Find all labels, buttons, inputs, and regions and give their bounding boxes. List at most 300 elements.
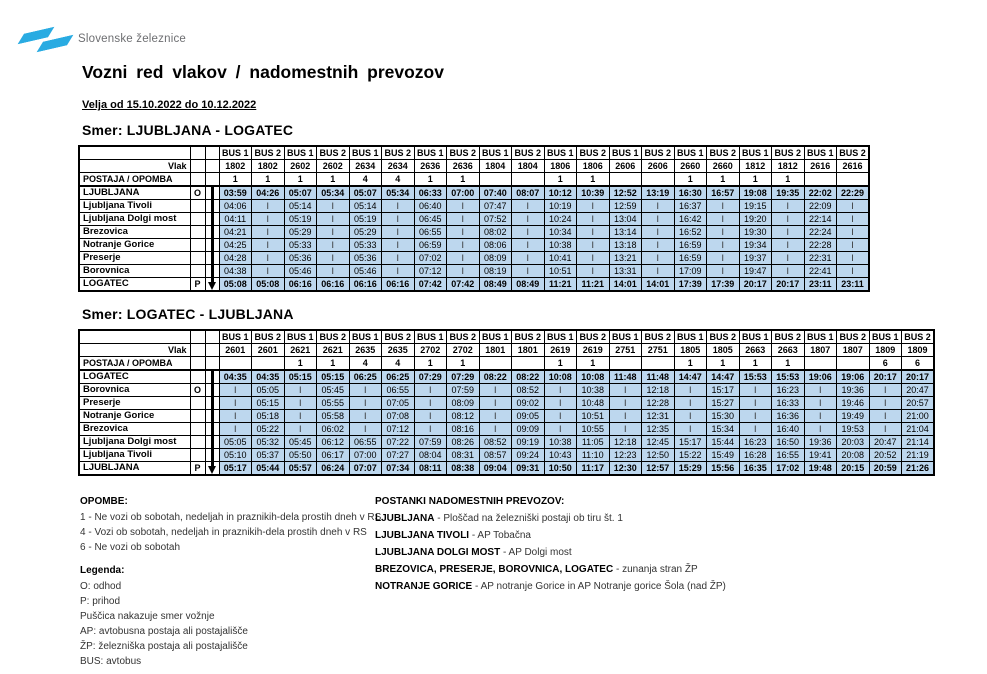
train-number-cell: 2601: [219, 344, 252, 357]
station-name: LJUBLJANA: [79, 186, 190, 200]
opombe-item: 4 - Vozi ob sobotah, nedeljah in praznikih-dela prostih dneh v RS: [80, 527, 367, 538]
time-cell: 12:57: [642, 462, 675, 476]
time-cell: 10:12: [544, 186, 577, 200]
no-stop-cell: I: [219, 384, 252, 397]
bus-header-cell: BUS 1: [544, 146, 577, 160]
no-stop-cell: I: [804, 423, 837, 436]
time-cell: 21:04: [902, 423, 935, 436]
time-cell: 08:09: [447, 397, 480, 410]
time-cell: 20:47: [902, 384, 935, 397]
postanki-item: [375, 578, 726, 595]
time-cell: 19:08: [739, 186, 772, 200]
no-stop-cell: I: [642, 213, 675, 226]
train-number-cell: 2621: [317, 344, 350, 357]
no-stop-cell: I: [317, 200, 350, 213]
opomba-cell: [837, 173, 870, 187]
time-cell: 12:18: [642, 384, 675, 397]
timetable-ljubljana-logatec: [78, 145, 870, 292]
bus-header-cell: BUS 2: [772, 146, 805, 160]
no-stop-cell: I: [642, 239, 675, 252]
empty-cell: [190, 449, 205, 462]
opombe-item: 6 - Ne vozi ob sobotah: [80, 542, 181, 553]
corner-cell: [205, 146, 219, 160]
opomba-cell: 4: [349, 173, 382, 187]
time-cell: 05:36: [349, 252, 382, 265]
time-cell: 06:16: [317, 278, 350, 292]
empty-cell: [205, 173, 219, 187]
no-stop-cell: I: [869, 384, 902, 397]
time-cell: 07:07: [349, 462, 382, 476]
opomba-cell: [512, 173, 545, 187]
direction-arrow-head-icon: [205, 462, 219, 476]
time-cell: 11:48: [609, 370, 642, 384]
train-number-cell: 2751: [642, 344, 675, 357]
no-stop-cell: I: [382, 252, 415, 265]
time-cell: 05:08: [219, 278, 252, 292]
time-cell: 08:57: [479, 449, 512, 462]
train-number-cell: 2602: [317, 160, 350, 173]
empty-cell: [190, 160, 205, 173]
no-stop-cell: I: [544, 397, 577, 410]
no-stop-cell: I: [804, 397, 837, 410]
time-cell: 05:07: [349, 186, 382, 200]
no-stop-cell: I: [544, 423, 577, 436]
no-stop-cell: I: [447, 239, 480, 252]
validity-period: Velja od 15.10.2022 do 10.12.2022: [82, 99, 257, 111]
opomba-cell: 1: [707, 357, 740, 371]
no-stop-cell: I: [414, 423, 447, 436]
no-stop-cell: I: [577, 200, 610, 213]
time-cell: 15:30: [707, 410, 740, 423]
no-stop-cell: I: [804, 384, 837, 397]
opomba-cell: 1: [544, 173, 577, 187]
bus-header-cell: BUS 2: [707, 330, 740, 344]
bus-header-cell: BUS 1: [219, 330, 252, 344]
station-name: Preserje: [79, 252, 190, 265]
time-cell: 16:36: [772, 410, 805, 423]
no-stop-cell: I: [577, 252, 610, 265]
time-cell: 10:51: [577, 410, 610, 423]
empty-cell: [205, 357, 219, 371]
time-cell: 10:55: [577, 423, 610, 436]
no-stop-cell: I: [837, 200, 870, 213]
time-cell: 04:38: [219, 265, 252, 278]
time-cell: 16:42: [674, 213, 707, 226]
time-cell: 08:52: [512, 384, 545, 397]
no-stop-cell: I: [772, 265, 805, 278]
train-number-cell: 1801: [512, 344, 545, 357]
time-cell: 07:12: [414, 265, 447, 278]
time-cell: 15:17: [674, 436, 707, 449]
no-stop-cell: I: [642, 252, 675, 265]
time-cell: 16:23: [772, 384, 805, 397]
bus-header-cell: BUS 1: [609, 330, 642, 344]
station-name: LJUBLJANA: [79, 462, 190, 476]
no-stop-cell: I: [772, 226, 805, 239]
no-stop-cell: I: [739, 397, 772, 410]
bus-header-cell: BUS 2: [317, 330, 350, 344]
no-stop-cell: I: [447, 200, 480, 213]
time-cell: 08:22: [479, 370, 512, 384]
legend-item: BUS: avtobus: [80, 656, 142, 667]
time-cell: 05:19: [349, 213, 382, 226]
time-cell: 07:02: [414, 252, 447, 265]
time-cell: 05:29: [284, 226, 317, 239]
no-stop-cell: I: [577, 239, 610, 252]
opomba-cell: 1: [414, 357, 447, 371]
train-number-cell: 2636: [414, 160, 447, 173]
empty-cell: [190, 252, 205, 265]
opomba-cell: [804, 357, 837, 371]
opomba-cell: 1: [284, 357, 317, 371]
time-cell: 08:11: [414, 462, 447, 476]
no-stop-cell: I: [512, 239, 545, 252]
train-number-cell: 1807: [804, 344, 837, 357]
bus-header-cell: BUS 2: [252, 330, 285, 344]
no-stop-cell: I: [772, 239, 805, 252]
no-stop-cell: I: [382, 226, 415, 239]
bus-header-cell: BUS 1: [284, 330, 317, 344]
empty-cell: [190, 410, 205, 423]
train-number-cell: 2606: [642, 160, 675, 173]
no-stop-cell: I: [837, 252, 870, 265]
no-stop-cell: I: [284, 410, 317, 423]
time-cell: 11:21: [544, 278, 577, 292]
time-cell: 12:30: [609, 462, 642, 476]
time-cell: 05:33: [349, 239, 382, 252]
no-stop-cell: I: [739, 423, 772, 436]
time-cell: 05:15: [252, 397, 285, 410]
time-cell: 04:35: [219, 370, 252, 384]
time-cell: 19:41: [804, 449, 837, 462]
empty-cell: [190, 344, 205, 357]
time-cell: 13:31: [609, 265, 642, 278]
no-stop-cell: I: [252, 265, 285, 278]
bus-header-cell: BUS 1: [739, 146, 772, 160]
train-number-cell: 2660: [674, 160, 707, 173]
train-number-cell: 2619: [544, 344, 577, 357]
train-number-cell: 1812: [772, 160, 805, 173]
time-cell: 16:35: [739, 462, 772, 476]
no-stop-cell: I: [642, 265, 675, 278]
direction-arrow-icon: [205, 239, 219, 252]
no-stop-cell: I: [447, 226, 480, 239]
time-cell: 10:08: [577, 370, 610, 384]
time-cell: 08:22: [512, 370, 545, 384]
train-number-cell: 1806: [577, 160, 610, 173]
time-cell: 05:05: [219, 436, 252, 449]
train-number-cell: 1804: [512, 160, 545, 173]
time-cell: 05:45: [284, 436, 317, 449]
legend-heading: Legenda:: [80, 565, 125, 576]
time-cell: 20:57: [902, 397, 935, 410]
bus-header-cell: BUS 2: [447, 146, 480, 160]
time-cell: 07:59: [447, 384, 480, 397]
no-stop-cell: I: [609, 384, 642, 397]
time-cell: 11:17: [577, 462, 610, 476]
time-cell: 23:11: [837, 278, 870, 292]
no-stop-cell: I: [707, 200, 740, 213]
time-cell: 04:28: [219, 252, 252, 265]
no-stop-cell: I: [739, 384, 772, 397]
direction-arrow-icon: [205, 436, 219, 449]
no-stop-cell: I: [674, 384, 707, 397]
time-cell: 14:47: [674, 370, 707, 384]
no-stop-cell: I: [577, 265, 610, 278]
time-cell: 08:04: [414, 449, 447, 462]
no-stop-cell: I: [609, 410, 642, 423]
train-number-cell: 1805: [707, 344, 740, 357]
time-cell: 19:30: [739, 226, 772, 239]
empty-cell: [190, 436, 205, 449]
opomba-cell: 4: [382, 357, 415, 371]
postanki-item: [375, 527, 726, 544]
time-cell: 07:42: [447, 278, 480, 292]
no-stop-cell: I: [772, 200, 805, 213]
train-number-cell: 2619: [577, 344, 610, 357]
direction-arrow-icon: [205, 265, 219, 278]
time-cell: 19:06: [804, 370, 837, 384]
station-name: Ljubljana Tivoli: [79, 449, 190, 462]
no-stop-cell: I: [414, 397, 447, 410]
station-name: Notranje Gorice: [79, 239, 190, 252]
bus-header-cell: BUS 2: [837, 146, 870, 160]
time-cell: 20:52: [869, 449, 902, 462]
time-cell: 05:46: [349, 265, 382, 278]
time-cell: 07:42: [414, 278, 447, 292]
opomba-cell: 1: [577, 173, 610, 187]
no-stop-cell: I: [577, 213, 610, 226]
opomba-cell: [804, 173, 837, 187]
time-cell: 06:16: [382, 278, 415, 292]
time-cell: 05:34: [382, 186, 415, 200]
time-cell: 19:53: [837, 423, 870, 436]
time-cell: 08:38: [447, 462, 480, 476]
opomba-cell: 1: [772, 357, 805, 371]
train-number-cell: 1805: [674, 344, 707, 357]
time-cell: 15:49: [707, 449, 740, 462]
no-stop-cell: I: [772, 252, 805, 265]
time-cell: 08:16: [447, 423, 480, 436]
station-name: Notranje Gorice: [79, 410, 190, 423]
time-cell: 04:25: [219, 239, 252, 252]
time-cell: 14:01: [642, 278, 675, 292]
no-stop-cell: I: [382, 213, 415, 226]
time-cell: 09:09: [512, 423, 545, 436]
time-cell: 10:38: [544, 436, 577, 449]
no-stop-cell: I: [382, 239, 415, 252]
empty-cell: [190, 357, 205, 371]
postanki-item: [375, 510, 726, 527]
time-cell: 11:21: [577, 278, 610, 292]
time-cell: 05:17: [219, 462, 252, 476]
opomba-cell: 1: [674, 357, 707, 371]
no-stop-cell: I: [414, 384, 447, 397]
time-cell: 05:08: [252, 278, 285, 292]
no-stop-cell: I: [512, 200, 545, 213]
time-cell: 05:58: [317, 410, 350, 423]
time-cell: 19:06: [837, 370, 870, 384]
time-cell: 08:52: [479, 436, 512, 449]
time-cell: 09:24: [512, 449, 545, 462]
bus-header-cell: BUS 2: [382, 330, 415, 344]
no-stop-cell: I: [869, 410, 902, 423]
station-name: Ljubljana Tivoli: [79, 200, 190, 213]
direction-arrow-icon: [205, 370, 219, 384]
no-stop-cell: I: [284, 397, 317, 410]
no-stop-cell: I: [284, 423, 317, 436]
time-cell: 06:33: [414, 186, 447, 200]
opomba-cell: [609, 173, 642, 187]
opomba-cell: 1: [317, 173, 350, 187]
time-cell: 11:05: [577, 436, 610, 449]
opomba-cell: 1: [544, 357, 577, 371]
corner-cell: [190, 146, 205, 160]
time-cell: 21:00: [902, 410, 935, 423]
time-cell: 19:20: [739, 213, 772, 226]
time-cell: 06:16: [349, 278, 382, 292]
time-cell: 10:50: [544, 462, 577, 476]
no-stop-cell: I: [512, 213, 545, 226]
direction-arrow-icon: [205, 252, 219, 265]
no-stop-cell: I: [577, 226, 610, 239]
time-cell: 07:27: [382, 449, 415, 462]
bus-header-cell: BUS 2: [902, 330, 935, 344]
time-cell: 05:50: [284, 449, 317, 462]
time-cell: 19:48: [804, 462, 837, 476]
logo-text: Slovenske železnice: [78, 33, 186, 45]
opomba-cell: 6: [869, 357, 902, 371]
time-cell: 05:05: [252, 384, 285, 397]
no-stop-cell: I: [707, 252, 740, 265]
no-stop-cell: I: [512, 252, 545, 265]
no-stop-cell: I: [479, 410, 512, 423]
time-cell: 03:59: [219, 186, 252, 200]
time-cell: 15:17: [707, 384, 740, 397]
time-cell: 05:44: [252, 462, 285, 476]
opomba-cell: 1: [252, 173, 285, 187]
time-cell: 06:55: [382, 384, 415, 397]
time-cell: 06:12: [317, 436, 350, 449]
time-cell: 17:39: [707, 278, 740, 292]
bus-header-cell: BUS 2: [577, 146, 610, 160]
postaja-opomba-label: POSTAJA / OPOMBA: [79, 357, 190, 371]
time-cell: 10:38: [577, 384, 610, 397]
time-cell: 15:53: [772, 370, 805, 384]
slovenske-zeleznice-logo: [14, 22, 214, 62]
time-cell: 07:00: [447, 186, 480, 200]
time-cell: 19:37: [739, 252, 772, 265]
time-cell: 20:47: [869, 436, 902, 449]
document-title: Vozni red vlakov / nadomestnih prevozov: [82, 62, 444, 82]
no-stop-cell: I: [479, 384, 512, 397]
time-cell: 08:49: [512, 278, 545, 292]
time-cell: 06:45: [414, 213, 447, 226]
time-cell: 22:24: [804, 226, 837, 239]
empty-cell: [190, 397, 205, 410]
postanki-item: [375, 544, 726, 561]
time-cell: 06:24: [317, 462, 350, 476]
time-cell: 10:51: [544, 265, 577, 278]
time-cell: 10:41: [544, 252, 577, 265]
time-cell: 06:25: [349, 370, 382, 384]
station-name: Ljubljana Dolgi most: [79, 213, 190, 226]
time-cell: 07:00: [349, 449, 382, 462]
time-cell: 04:06: [219, 200, 252, 213]
time-cell: 16:52: [674, 226, 707, 239]
no-stop-cell: I: [317, 213, 350, 226]
time-cell: 17:39: [674, 278, 707, 292]
train-number-cell: 2602: [284, 160, 317, 173]
opombe-heading: OPOMBE:: [80, 496, 128, 507]
station-name: LOGATEC: [79, 370, 190, 384]
empty-cell: [190, 200, 205, 213]
time-cell: 12:31: [642, 410, 675, 423]
opomba-cell: 4: [349, 357, 382, 371]
no-stop-cell: I: [707, 213, 740, 226]
time-cell: 05:14: [284, 200, 317, 213]
postanki-section: [375, 496, 726, 595]
time-cell: 20:17: [772, 278, 805, 292]
time-cell: 22:02: [804, 186, 837, 200]
opomba-cell: [642, 357, 675, 371]
time-cell: 10:24: [544, 213, 577, 226]
time-cell: 08:02: [479, 226, 512, 239]
opomba-cell: 1: [577, 357, 610, 371]
time-cell: 09:19: [512, 436, 545, 449]
no-stop-cell: I: [642, 200, 675, 213]
vlak-label: Vlak: [79, 344, 190, 357]
time-cell: 06:16: [284, 278, 317, 292]
time-cell: 16:37: [674, 200, 707, 213]
time-cell: 20:15: [837, 462, 870, 476]
no-stop-cell: I: [707, 265, 740, 278]
time-cell: 19:34: [739, 239, 772, 252]
time-cell: 19:47: [739, 265, 772, 278]
train-number-cell: 1806: [544, 160, 577, 173]
opomba-cell: 1: [447, 173, 480, 187]
train-number-cell: 2616: [804, 160, 837, 173]
time-cell: 05:57: [284, 462, 317, 476]
time-cell: 09:04: [479, 462, 512, 476]
time-cell: 20:08: [837, 449, 870, 462]
time-cell: 07:29: [414, 370, 447, 384]
time-cell: 08:09: [479, 252, 512, 265]
time-cell: 12:18: [609, 436, 642, 449]
time-cell: 20:17: [869, 370, 902, 384]
time-cell: 06:55: [349, 436, 382, 449]
time-cell: 16:55: [772, 449, 805, 462]
time-cell: 06:55: [414, 226, 447, 239]
time-cell: 16:23: [739, 436, 772, 449]
no-stop-cell: I: [674, 397, 707, 410]
train-number-cell: 1809: [869, 344, 902, 357]
no-stop-cell: I: [512, 265, 545, 278]
no-stop-cell: I: [479, 423, 512, 436]
time-cell: 16:57: [707, 186, 740, 200]
no-stop-cell: I: [837, 213, 870, 226]
time-cell: 19:36: [837, 384, 870, 397]
time-cell: 19:46: [837, 397, 870, 410]
no-stop-cell: I: [544, 384, 577, 397]
train-number-cell: 2636: [447, 160, 480, 173]
train-number-cell: 1802: [219, 160, 252, 173]
no-stop-cell: I: [609, 397, 642, 410]
time-cell: 12:28: [642, 397, 675, 410]
time-cell: 07:12: [382, 423, 415, 436]
bus-header-cell: BUS 2: [252, 146, 285, 160]
train-number-cell: 1801: [479, 344, 512, 357]
